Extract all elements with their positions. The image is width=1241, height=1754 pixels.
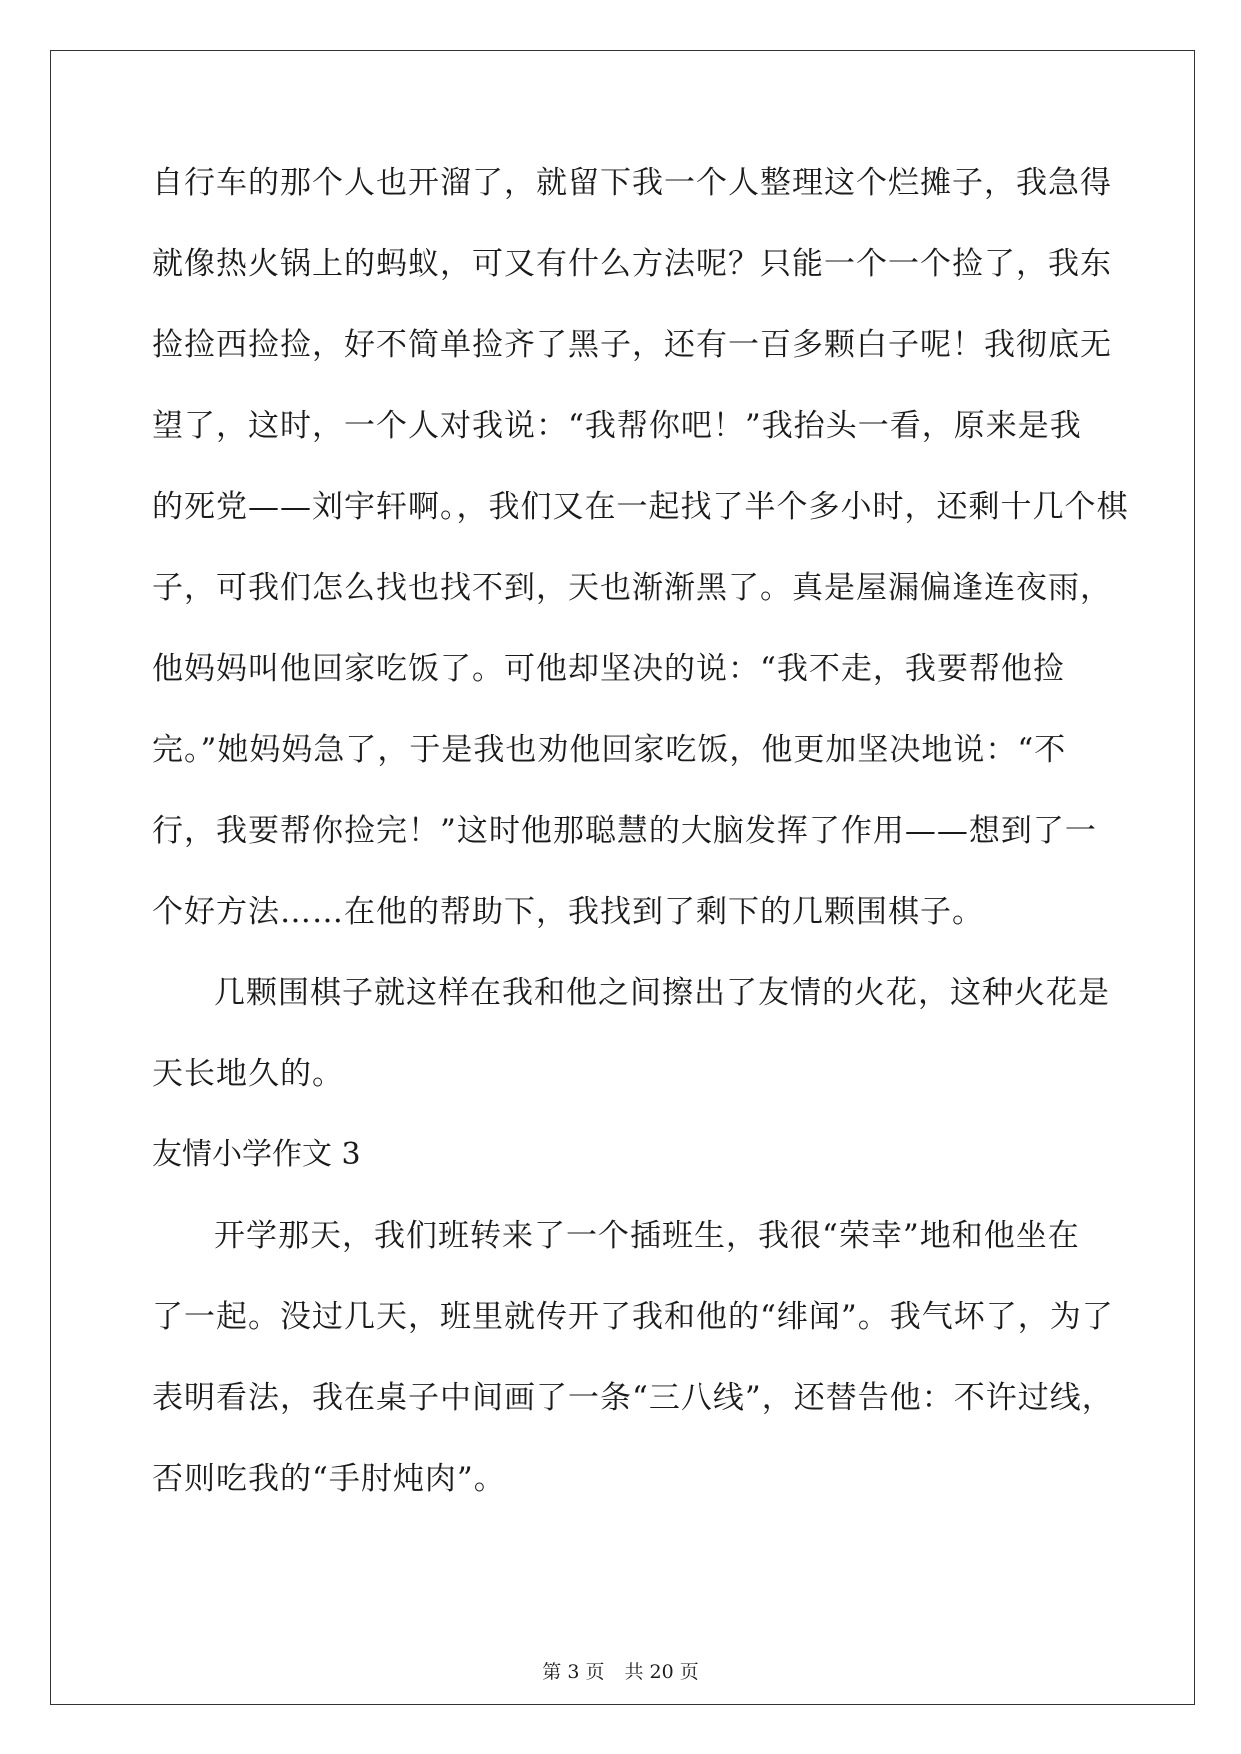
- text-line: 的死党——刘宇轩啊。，我们又在一起找了半个多小时，还剩十几个棋: [152, 489, 1129, 525]
- text-line: 子，可我们怎么找也找不到，天也渐渐黑了。真是屋漏偏逢连夜雨，: [152, 570, 1112, 606]
- page-total: 共 20 页: [624, 1661, 699, 1683]
- text-line: 了一起。没过几天，班里就传开了我和他的“绯闻”。我气坏了，为了: [152, 1299, 1114, 1335]
- text-line: 几颗围棋子就这样在我和他之间擦出了友情的火花，这种火花是: [214, 975, 1110, 1011]
- text-line: 开学那天，我们班转来了一个插班生，我很“荣幸”地和他坐在: [214, 1218, 1080, 1254]
- page-footer: [0, 1660, 1241, 1684]
- text-line: 捡捡西捡捡，好不简单捡齐了黑子，还有一百多颗白子呢！我彻底无: [152, 327, 1112, 363]
- text-line: 行，我要帮你捡完！”这时他那聪慧的大脑发挥了作用——想到了一: [152, 813, 1097, 849]
- text-line: 望了，这时，一个人对我说：“我帮你吧！”我抬头一看，原来是我: [152, 408, 1082, 444]
- text-line: 个好方法……在他的帮助下，我找到了剩下的几颗围棋子。: [152, 894, 984, 930]
- text-line: 自行车的那个人也开溜了，就留下我一个人整理这个烂摊子，我急得: [152, 165, 1112, 201]
- document-body: [152, 157, 1129, 1534]
- text-line: 否则吃我的“手肘炖肉”。: [152, 1461, 506, 1497]
- section-heading: 友情小学作文 3: [152, 1137, 361, 1172]
- page-number: 第 3 页: [542, 1661, 605, 1683]
- paragraph-1: [152, 157, 1129, 967]
- text-line: 他妈妈叫他回家吃饭了。可他却坚决的说：“我不走，我要帮他捡: [152, 651, 1065, 687]
- paragraph-3: [152, 1210, 1114, 1534]
- text-line: 就像热火锅上的蚂蚁，可又有什么方法呢？只能一个一个捡了，我东: [152, 246, 1112, 282]
- paragraph-2: [152, 967, 1110, 1129]
- text-line: 表明看法，我在桌子中间画了一条“三八线”，还替告他：不许过线，: [152, 1380, 1114, 1416]
- text-line: 天长地久的。: [152, 1056, 344, 1092]
- text-line: 完。”她妈妈急了，于是我也劝他回家吃饭，他更加坚决地说：“不: [152, 732, 1067, 768]
